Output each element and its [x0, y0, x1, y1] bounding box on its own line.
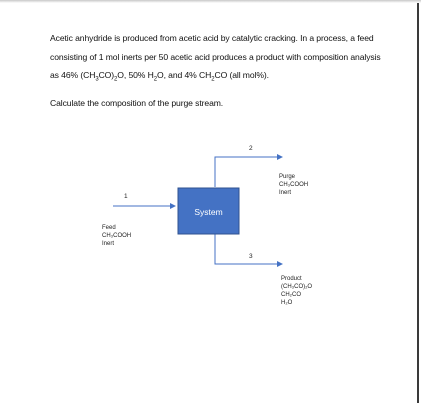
product-comp-3: H₂O — [281, 300, 293, 306]
stream-2-number: 2 — [249, 145, 253, 152]
product-comp-2: CH₂CO — [281, 292, 301, 298]
stream-3-number: 3 — [249, 253, 253, 260]
purge-title: Purge — [279, 174, 296, 180]
problem-question: Calculate the composition of the purge stream. — [50, 98, 224, 108]
system-label: System — [194, 207, 223, 217]
purge-comp-1: CH₃COOH — [279, 182, 309, 188]
feed-comp-2: Inert — [102, 241, 115, 247]
feed-title: Feed — [102, 225, 116, 231]
purge-comp-2: Inert — [279, 190, 292, 196]
problem-statement: Acetic anhydride is produced from acetic acid by catalytic cracking. In a process, a feed consisting of 1 mol inerts per 50 acetic acid produces a product with composition analysis as 46% $(CH_3CO)_2O$, 50% $H_2O$, and 4% $CH_2CO$ (all mol%). — [50, 33, 381, 83]
stream-1-number: 1 — [124, 193, 128, 200]
product-title: Product — [281, 276, 302, 282]
purge-arrow — [215, 157, 282, 187]
product-comp-1: (CH₃CO)₂O — [281, 284, 313, 290]
feed-comp-1: CH₃COOH — [102, 233, 132, 239]
